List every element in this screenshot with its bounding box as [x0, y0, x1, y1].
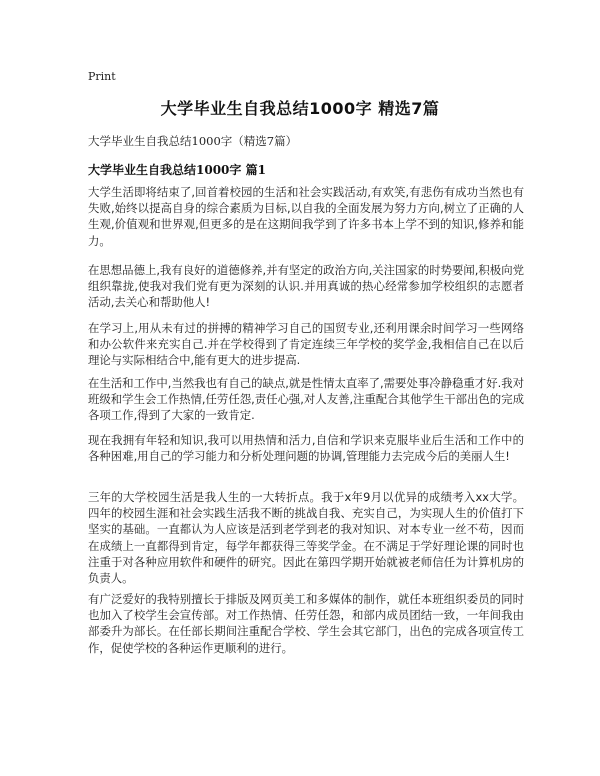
paragraph-3: 在学习上,用从未有过的拼搏的精神学习自己的国贸专业,还利用课余时间学习一些网络和办公软件来充实自己.并在学校得到了肯定连续三年学校的奖学金,我相信自己在以后理论与实际相结合中,能有更大的进步提高. — [88, 321, 524, 368]
document-subtitle: 大学毕业生自我总结1000字（精选7篇） — [88, 134, 298, 148]
paragraph-6: 三年的大学校园生活是我人生的一大转折点。我于x年9月以优异的成绩考入xx大学。四年的校园生涯和社会实践生活我不断的挑战自我、充实自己，为实现人生的价值打下坚实的基础。一直都认为人应该是活到老学到老的我对知识、对本专业一丝不苟，因而在成绩上一直都得到肯定，每学年都获得三等奖学金。在不满足于学好理论课的同时也注重于对各种应用软件和硬件的研究。因此在第四学期开始就被老师信任为计算机房的负责人。 — [88, 490, 524, 586]
paragraph-1: 大学生活即将结束了,回首着校园的生活和社会实践活动,有欢笑,有悲伤有成功当然也有失败,始终以提高自身的综合素质为目标,以自我的全面发展为努力方向,树立了正确的人生观,价值观和世界观,但更多的是在这期间我学到了许多书本上学不到的知识,修养和能力。 — [88, 185, 524, 248]
print-label: Print — [88, 70, 116, 83]
page-title: 大学毕业生自我总结1000字 精选7篇 — [160, 99, 440, 118]
paragraph-7: 有广泛爱好的我特别擅长于排版及网页美工和多媒体的制作，就任本班组织委员的同时也加入了校学生会宣传部。对工作热情、任劳任怨，和部内成员团结一致，一年间我由部委升为部长。在任部长期间注重配合学校、学生会其它部门，出色的完成各项宣传工作，促使学校的各种运作更顺利的进行。 — [88, 592, 524, 655]
paragraph-2: 在思想品德上,我有良好的道德修养,并有坚定的政治方向,关注国家的时势要闻,积极向党组织靠拢,使我对我们党有更为深刻的认识.并用真诚的热心经常参加学校组织的志愿者活动,去关心和帮助他人! — [88, 263, 524, 310]
paragraph-4: 在生活和工作中,当然我也有自己的缺点,就是性情太直率了,需要处事冷静稳重才好.我对班级和学生会工作热情,任劳任怨,责任心强,对人友善,注重配合其他学生干部出色的完成各项工作,得到了大家的一致肯定. — [88, 376, 524, 423]
paragraph-5: 现在我拥有年轻和知识,我可以用热情和活力,自信和学识来克服毕业后生活和工作中的各种困难,用自己的学习能力和分析处理问题的协调,管理能力去完成今后的美丽人生! — [88, 433, 524, 464]
section-heading: 大学毕业生自我总结1000字 篇1 — [88, 163, 266, 177]
